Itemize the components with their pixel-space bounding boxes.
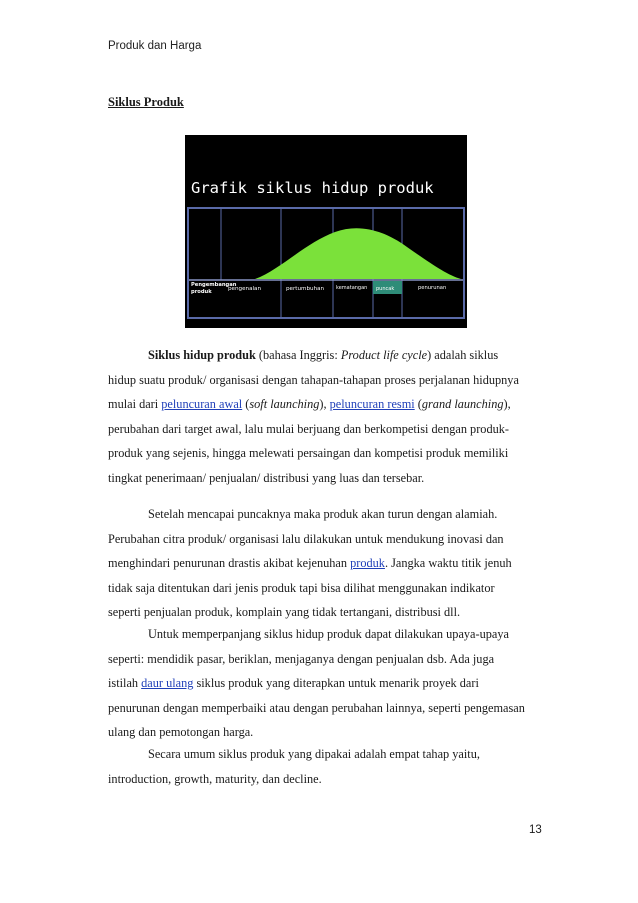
text-line xyxy=(108,551,548,576)
stage-label: kematangan xyxy=(336,285,368,291)
section-title: Siklus Produk xyxy=(108,95,184,109)
paragraph-4 xyxy=(108,742,548,791)
bold-term: Siklus hidup produk xyxy=(148,348,256,362)
italic-term: soft launching xyxy=(249,397,320,411)
text-line: Setelah mencapai puncaknya maka produk akan turun dengan alamiah. xyxy=(148,507,498,521)
link-peluncuran-resmi[interactable]: peluncuran resmi xyxy=(329,397,415,411)
product-life-cycle-figure xyxy=(185,135,467,328)
text-line xyxy=(108,392,548,417)
text-line xyxy=(108,343,548,368)
paragraph-3 xyxy=(108,622,548,745)
stage-label: pertumbuhan xyxy=(286,286,325,292)
text-line: penurunan dengan memperbaiki atau dengan perubahan lainnya, seperti pengemasan xyxy=(108,700,525,715)
paragraph-2 xyxy=(108,502,548,625)
text-line: tingkat penerimaan/ penjualan/ distribusi yang luas dan tersebar. xyxy=(108,470,425,485)
stage-label-line: Pengembangan xyxy=(191,282,237,288)
text-line: perubahan dari target awal, lalu mulai berjuang dan berkompetisi dengan produk- xyxy=(108,421,509,436)
link-produk[interactable]: produk xyxy=(350,556,385,570)
text-run: ) adalah siklus xyxy=(427,348,499,362)
link-peluncuran-awal[interactable]: peluncuran awal xyxy=(161,397,243,411)
text-line: seperti: mendidik pasar, beriklan, menjaganya dengan penjualan dsb. Ada juga xyxy=(108,651,495,666)
text-run: ), xyxy=(319,397,330,411)
figure-background xyxy=(185,135,467,328)
text-run: istilah xyxy=(108,676,142,690)
text-run: . Jangka waktu titik jenuh xyxy=(384,556,512,570)
text-line xyxy=(108,671,548,696)
link-daur-ulang[interactable]: daur ulang xyxy=(141,676,194,690)
text-run: mulai dari xyxy=(108,397,162,411)
text-line: produk yang sejenis, hingga melewati persaingan dan kompetisi produk memiliki xyxy=(108,446,509,460)
figure-svg xyxy=(185,135,467,328)
stage-label-line: produk xyxy=(191,289,212,295)
text-run: (bahasa Inggris: xyxy=(255,348,341,362)
text-line: Perubahan citra produk/ organisasi lalu dilakukan untuk mendukung inovasi dan xyxy=(108,531,504,546)
text-line: hidup suatu produk/ organisasi dengan tahapan-tahapan proses perjalanan hidupnya xyxy=(108,372,519,387)
page-number: 13 xyxy=(529,824,542,836)
text-line: Untuk memperpanjang siklus hidup produk dapat dilakukan upaya-upaya xyxy=(148,627,509,641)
text-line: introduction, growth, maturity, dan decline. xyxy=(108,771,322,786)
text-line: seperti penjualan produk, komplain yang tidak tertangani, distribusi dll. xyxy=(108,605,461,619)
figure-title: Grafik siklus hidup produk xyxy=(191,179,434,197)
text-line: tidak saja ditentukan dari jenis produk tapi bisa dilihat menggunakan indikator xyxy=(108,580,495,595)
stage-label: puncak xyxy=(376,286,395,292)
text-run: ), xyxy=(503,397,511,411)
text-run: ( xyxy=(242,397,250,411)
text-run: menghindari penurunan drastis akibat kejenuhan xyxy=(108,556,351,570)
stage-label: penurunan xyxy=(418,285,447,291)
page-header: Produk dan Harga xyxy=(108,40,202,52)
italic-term: Product life cycle xyxy=(340,348,428,362)
text-run: siklus produk yang diterapkan untuk menarik proyek dari xyxy=(193,676,479,690)
stage-label: pengenalan xyxy=(228,286,262,292)
text-line: ulang dan pemotongan harga. xyxy=(108,725,254,739)
paragraph-1 xyxy=(108,343,548,490)
text-line: Secara umum siklus produk yang dipakai adalah empat tahap yaitu, xyxy=(148,747,480,761)
italic-term: grand launching xyxy=(421,397,504,411)
text-run: ( xyxy=(414,397,422,411)
